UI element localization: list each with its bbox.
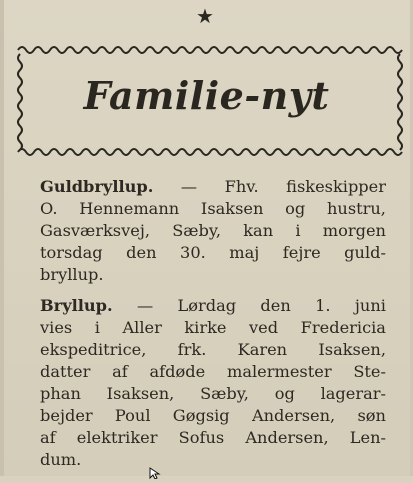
article-word: hustru, bbox=[326, 199, 386, 218]
article-line bbox=[40, 198, 386, 220]
article-word: af bbox=[40, 428, 56, 447]
article-word: Isaksen, bbox=[106, 384, 175, 403]
article-word: i bbox=[94, 318, 100, 337]
article-line bbox=[40, 449, 386, 471]
article-word: og bbox=[274, 384, 295, 403]
article-word: 30. bbox=[180, 243, 206, 262]
star-icon: ★ bbox=[196, 4, 214, 28]
article-word: torsdag bbox=[40, 243, 103, 262]
article-line bbox=[40, 176, 386, 198]
border-top bbox=[18, 47, 402, 53]
article-word: kirke bbox=[184, 318, 227, 337]
article-word: Fhv. bbox=[224, 177, 259, 196]
article-word: — bbox=[136, 296, 154, 315]
article-line bbox=[40, 339, 386, 361]
article-text: bryllup. bbox=[40, 265, 104, 284]
article-word: maj bbox=[229, 243, 260, 262]
article-word: O. bbox=[40, 199, 58, 218]
article-word: bejder bbox=[40, 406, 93, 425]
article-line bbox=[40, 295, 386, 317]
article-text: dum. bbox=[40, 450, 82, 469]
article-word: søn bbox=[357, 406, 386, 425]
article-word: Andersen, bbox=[251, 406, 336, 425]
article-lead: Bryllup. bbox=[40, 296, 113, 315]
article-line bbox=[40, 361, 386, 383]
article-word: Lørdag bbox=[177, 296, 237, 315]
article-word: vies bbox=[40, 318, 73, 337]
article-word: lagerar- bbox=[320, 384, 386, 403]
section-heading: Familie-nyt bbox=[83, 73, 330, 118]
border-bottom bbox=[18, 149, 402, 155]
article-line bbox=[40, 220, 386, 242]
article-line bbox=[40, 383, 386, 405]
article-word: fiskeskipper bbox=[286, 177, 386, 196]
article-word: Isaksen bbox=[200, 199, 264, 218]
article-word: Andersen, bbox=[245, 428, 329, 447]
article-line bbox=[40, 427, 386, 449]
article-word: af bbox=[112, 362, 128, 381]
article-word: ekspeditrice, bbox=[40, 340, 147, 359]
article-line bbox=[40, 242, 386, 264]
article-word: Hennemann bbox=[79, 199, 180, 218]
article-word: elektriker bbox=[76, 428, 158, 447]
article-golden-wedding bbox=[40, 176, 386, 286]
article-word: malermester bbox=[227, 362, 332, 381]
article-word: Poul bbox=[114, 406, 151, 425]
article-word: frk. bbox=[177, 340, 207, 359]
article-word: i bbox=[295, 221, 301, 240]
article-word: den bbox=[126, 243, 157, 262]
article-word: ved bbox=[249, 318, 279, 337]
article-word: juni bbox=[354, 296, 386, 315]
article-word: Len- bbox=[349, 428, 386, 447]
article-word: Gasværksvej, bbox=[40, 221, 150, 240]
article-word: fejre bbox=[282, 243, 321, 262]
article-wedding bbox=[40, 295, 386, 471]
article-word: morgen bbox=[322, 221, 386, 240]
article-word: Sæby, bbox=[172, 221, 222, 240]
article-word: guld- bbox=[344, 243, 386, 262]
article-word: datter bbox=[40, 362, 91, 381]
article-word: — bbox=[180, 177, 198, 196]
article-word: Gøgsig bbox=[172, 406, 230, 425]
article-word: Karen bbox=[237, 340, 288, 359]
article-line bbox=[40, 317, 386, 339]
article-word: Ste- bbox=[353, 362, 386, 381]
article-word: Aller bbox=[122, 318, 162, 337]
article-word: og bbox=[285, 199, 306, 218]
article-word: Sofus bbox=[178, 428, 225, 447]
article-line bbox=[40, 405, 386, 427]
article-word: Fredericia bbox=[300, 318, 386, 337]
article-word: 1. bbox=[315, 296, 331, 315]
article-word: Sæby, bbox=[200, 384, 249, 403]
article-lead: Guldbryllup. bbox=[40, 177, 154, 196]
scan-edge-left bbox=[0, 0, 4, 476]
article-word: den bbox=[260, 296, 291, 315]
article-word: kan bbox=[243, 221, 274, 240]
article-word: phan bbox=[40, 384, 81, 403]
article-word: afdøde bbox=[149, 362, 206, 381]
article-word: Isaksen, bbox=[318, 340, 386, 359]
article-line bbox=[40, 264, 386, 286]
